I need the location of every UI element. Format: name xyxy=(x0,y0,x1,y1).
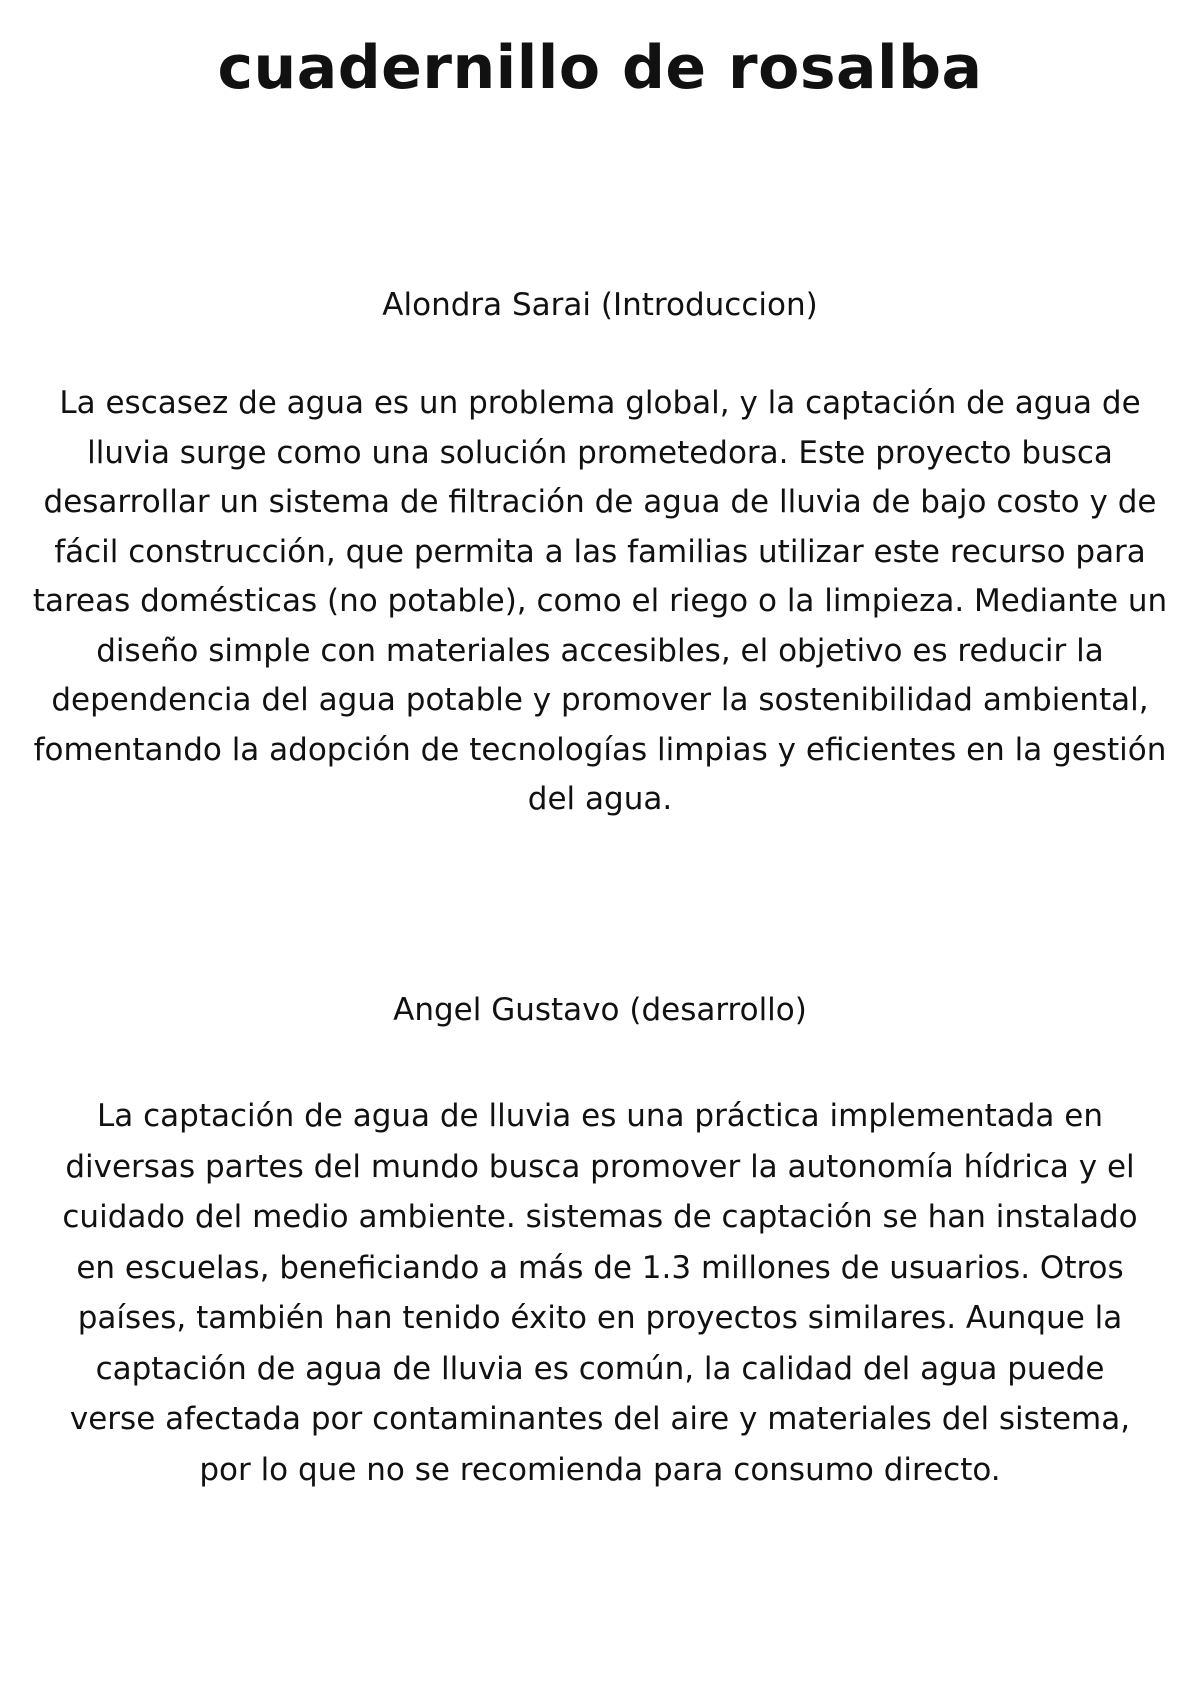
section-body-introduccion: La escasez de agua es un problema global, y la captación de agua de lluvia surge como una solución prometedora. Este proyecto busca desarrollar un sistema de filtración de agua de lluvia de bajo costo y de fácil construcción, que permita a las familias utilizar este recurso para tareas domésticas (no potable), como el riego o la limpieza. Mediante un diseño simple con materiales accesibles, el objetivo es reducir la dependencia del agua potable y promover la sostenibilidad ambiental, fomentando la adopción de tecnologías limpias y eficientes en la gestión del agua. xyxy=(32,385,1168,817)
section-heading-introduccion: Alondra Sarai (Introduccion) xyxy=(382,287,818,323)
section-heading-desarrollo: Angel Gustavo (desarrollo) xyxy=(393,992,807,1028)
document-title: cuadernillo de rosalba xyxy=(217,33,983,103)
section-body-desarrollo: La captación de agua de lluvia es una práctica implementada en diversas partes del mundo busca promover la autonomía hídrica y el cuidado del medio ambiente. sistemas de captación se han instalado en escuelas, beneficiando a más de 1.3 millones de usuarios. Otros países, también han tenido éxito en proyectos similares. Aunque la captación de agua de lluvia es común, la calidad del agua puede verse afectada por contaminantes del aire y materiales del sistema, por lo que no se recomienda para consumo directo. xyxy=(62,1098,1138,1488)
